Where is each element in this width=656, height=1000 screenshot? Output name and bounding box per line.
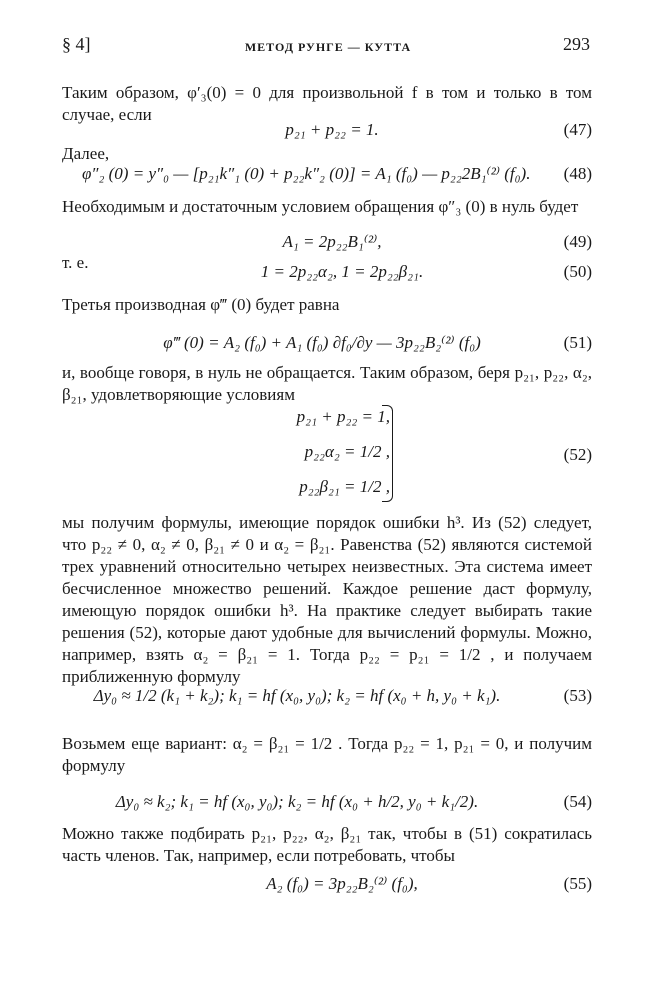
equation-50 xyxy=(62,262,592,288)
equation-55-body: A₂ (f₀) = 3p₂₂B₂⁽²⁾ (f₀), xyxy=(266,874,418,893)
system-line-1: p₂₁ + p₂₂ = 1, xyxy=(296,407,390,426)
equation-51 xyxy=(62,333,592,359)
running-title: МЕТОД РУНГЕ — КУТТА xyxy=(244,40,412,54)
paragraph-1: Таким образом, φ′₃(0) = 0 для произвольной f в том и только в том случае, если xyxy=(62,83,592,124)
equation-48-number: (48) xyxy=(563,164,592,183)
system-brace xyxy=(382,405,393,502)
equation-55-number: (55) xyxy=(563,874,592,893)
equation-54-body: Δy₀ ≈ k₂; k₁ = hf (x₀, y₀); k₂ = hf (x₀ + h/2, y₀ + k₁/2). xyxy=(115,792,479,811)
equation-53-number: (53) xyxy=(563,686,592,705)
equation-51-number: (51) xyxy=(563,333,592,352)
paragraph-6: и, вообще говоря, в нуль не обращается. Таким образом, беря p₂₁, p₂₂, α₂, β₂₁, удовлетворяющие условиям xyxy=(62,363,592,404)
equation-53-body: Δy₀ ≈ 1/2 (k₁ + k₂); k₁ = hf (x₀, y₀); k₂ = hf (x₀ + h, y₀ + k₁). xyxy=(93,686,501,705)
equation-48 xyxy=(62,164,592,190)
system-line-2: p₂₂α₂ = 1/2 , xyxy=(304,442,390,461)
paragraph-4: т. е. xyxy=(62,253,89,272)
equation-50-body: 1 = 2p₂₂α₂, 1 = 2p₂₂β₂₁. xyxy=(260,262,424,281)
page-number: 293 xyxy=(563,34,590,54)
equation-47-number: (47) xyxy=(563,120,592,139)
equation-51-body: φ‴ (0) = A₂ (f₀) + A₁ (f₀) ∂f₀/∂y — 3p₂₂B₂⁽²⁾ (f₀) xyxy=(163,333,481,352)
equation-53 xyxy=(62,686,592,712)
equation-54 xyxy=(62,792,592,818)
paragraph-7: мы получим формулы, имеющие порядок ошибки h³. Из (52) следует, что p₂₂ ≠ 0, α₂ ≠ 0, β₂₁ ≠ 0 и α₂ = β₂₁. Равенства (52) являются системой трех уравнений относительно четырех неизвестных. Эта система имеет бесчисленное множество решений. Каждое решение даст формулу, имеющую порядок ошибки h³. На практике следует выбирать такие решения (52), которые дают удобные для вычислений формулы. Можно, например, взять α₂ = β₂₁ = 1. Тогда p₂₂ = p₂₁ = 1/2 , и получаем приближенную формулу xyxy=(62,513,592,686)
equation-47-body: p₂₁ + p₂₂ = 1. xyxy=(285,120,379,139)
equation-49-number: (49) xyxy=(563,232,592,251)
equation-54-number: (54) xyxy=(563,792,592,811)
equation-52-number: (52) xyxy=(563,445,592,464)
paragraph-8: Возьмем еще вариант: α₂ = β₂₁ = 1/2 . Тогда p₂₂ = 1, p₂₁ = 0, и получим формулу xyxy=(62,734,592,775)
paragraph-5: Третья производная φ‴ (0) будет равна xyxy=(62,295,340,314)
equation-49-body: A₁ = 2p₂₂B₁⁽²⁾, xyxy=(282,232,382,251)
section-marker: § 4] xyxy=(62,34,91,54)
system-line-3: p₂₂β₂₁ = 1/2 , xyxy=(299,477,390,496)
equation-55 xyxy=(62,874,592,900)
equation-48-body: φ″₂ (0) = y″₀ — [p₂₁k″₁ (0) + p₂₂k″₂ (0)] = A₁ (f₀) — p₂₂2B₁⁽²⁾ (f₀). xyxy=(82,164,531,183)
paragraph-2: Далее, xyxy=(62,144,110,163)
equation-50-number: (50) xyxy=(563,262,592,281)
paragraph-9: Можно также подбирать p₂₁, p₂₂, α₂, β₂₁ так, чтобы в (51) сократилась часть членов. Так, например, если потребовать, чтобы xyxy=(62,824,592,865)
paragraph-3: Необходимым и достаточным условием обращения φ″₃ (0) в нуль будет xyxy=(62,197,579,216)
equation-system-52 xyxy=(250,405,390,510)
